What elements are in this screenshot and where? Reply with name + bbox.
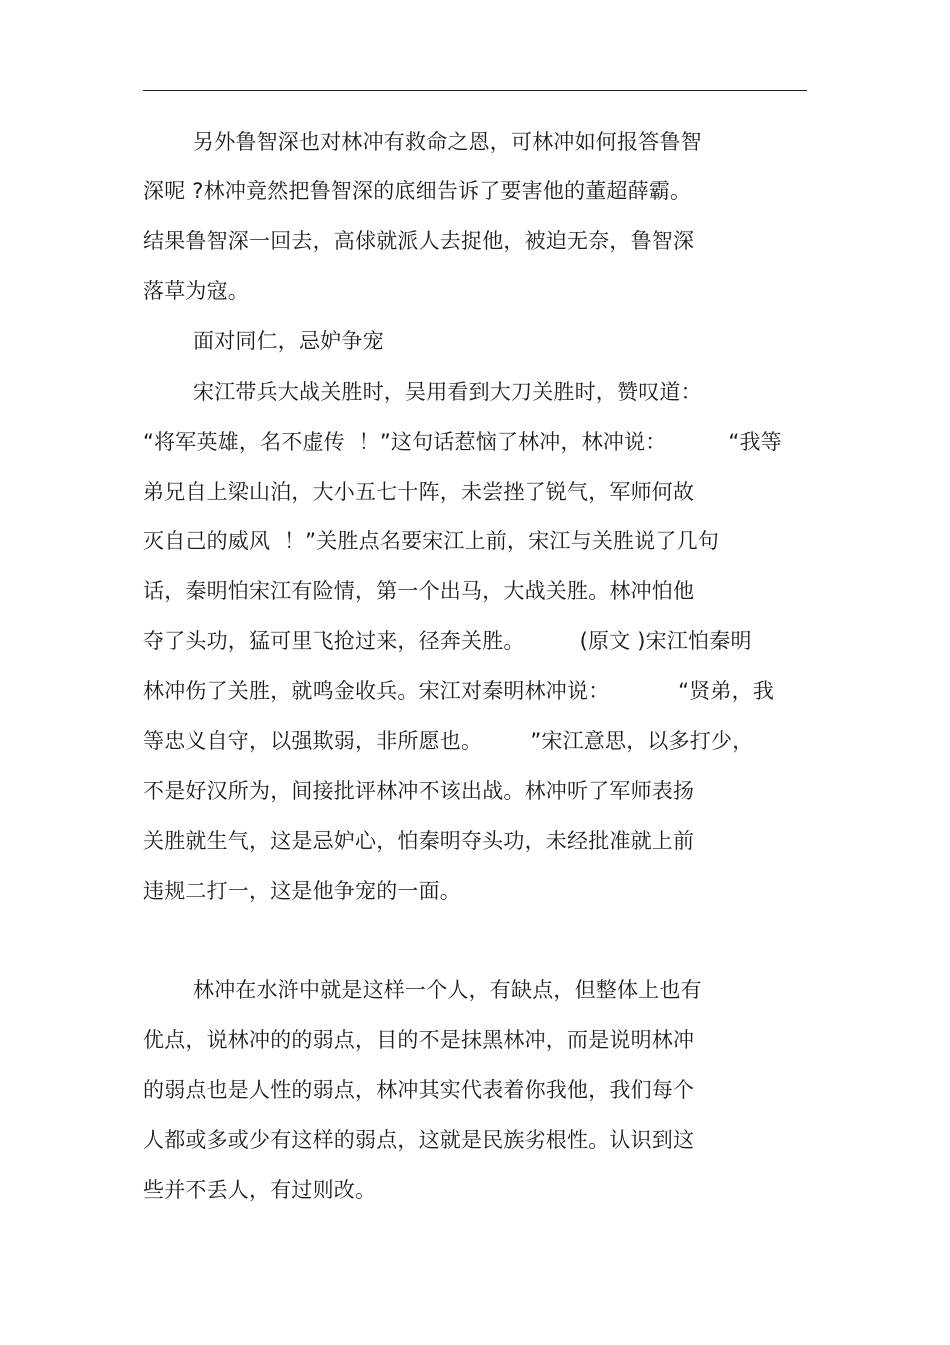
paragraph-line: 关胜就生气，这是忌妒心，怕秦明夺头功，未经批准就上前	[143, 829, 695, 853]
paragraph-line: 落草为寇。	[143, 279, 249, 303]
paragraph-line: 林冲在水浒中就是这样一个人，有缺点，但整体上也有	[193, 978, 702, 1002]
header-rule	[143, 90, 807, 91]
paragraph-line: 人都或多或少有这样的弱点，这就是民族劣根性。认识到这	[143, 1128, 695, 1152]
paragraph-line: 不是好汉所为，间接批评林冲不该出战。林冲听了军师表扬	[143, 779, 695, 803]
paragraph-line: 宋江带兵大战关胜时，吴用看到大刀关胜时，赞叹道：	[193, 380, 702, 404]
paragraph-line: 弟兄自上梁山泊，大小五七十阵，未尝挫了锐气，军师何故	[143, 480, 695, 504]
paragraph-line: 另外鲁智深也对林冲有救命之恩，可林冲如何报答鲁智	[193, 130, 702, 154]
paragraph-line: 林冲伤了关胜，就鸣金收兵。宋江对秦明林冲说： “贤弟，我	[143, 679, 775, 703]
paragraph-line: 违规二打一，这是他争宠的一面。	[143, 879, 461, 903]
paragraph-line: 的弱点也是人性的弱点，林冲其实代表着你我他，我们每个	[143, 1078, 695, 1102]
paragraph-line: 深呢 ?林冲竟然把鲁智深的底细告诉了要害他的董超薛霸。	[143, 179, 692, 203]
paragraph-line: 些并不丢人，有过则改。	[143, 1178, 377, 1202]
paragraph-line: 灭自己的威风 ！”关胜点名要宋江上前，宋江与关胜说了几句	[143, 529, 720, 553]
paragraph-line: 夺了头功，猛可里飞抢过来，径奔关胜。 (原文 )宋江怕秦明	[143, 629, 752, 653]
paragraph-line: 话，秦明怕宋江有险情，第一个出马，大战关胜。林冲怕他	[143, 579, 695, 603]
paragraph-line: 优点，说林冲的的弱点，目的不是抹黑林冲，而是说明林冲	[143, 1028, 695, 1052]
paragraph-line: “将军英雄，名不虚传 ！”这句话惹恼了林冲，林冲说： “我等	[143, 430, 782, 454]
paragraph-line: 等忠义自守，以强欺弱，非所愿也。 ”宋江意思，以多打少，	[143, 729, 754, 753]
section-heading: 面对同仁，忌妒争宠	[193, 329, 384, 353]
paragraph-line: 结果鲁智深一回去，高俅就派人去捉他，被迫无奈，鲁智深	[143, 229, 695, 253]
